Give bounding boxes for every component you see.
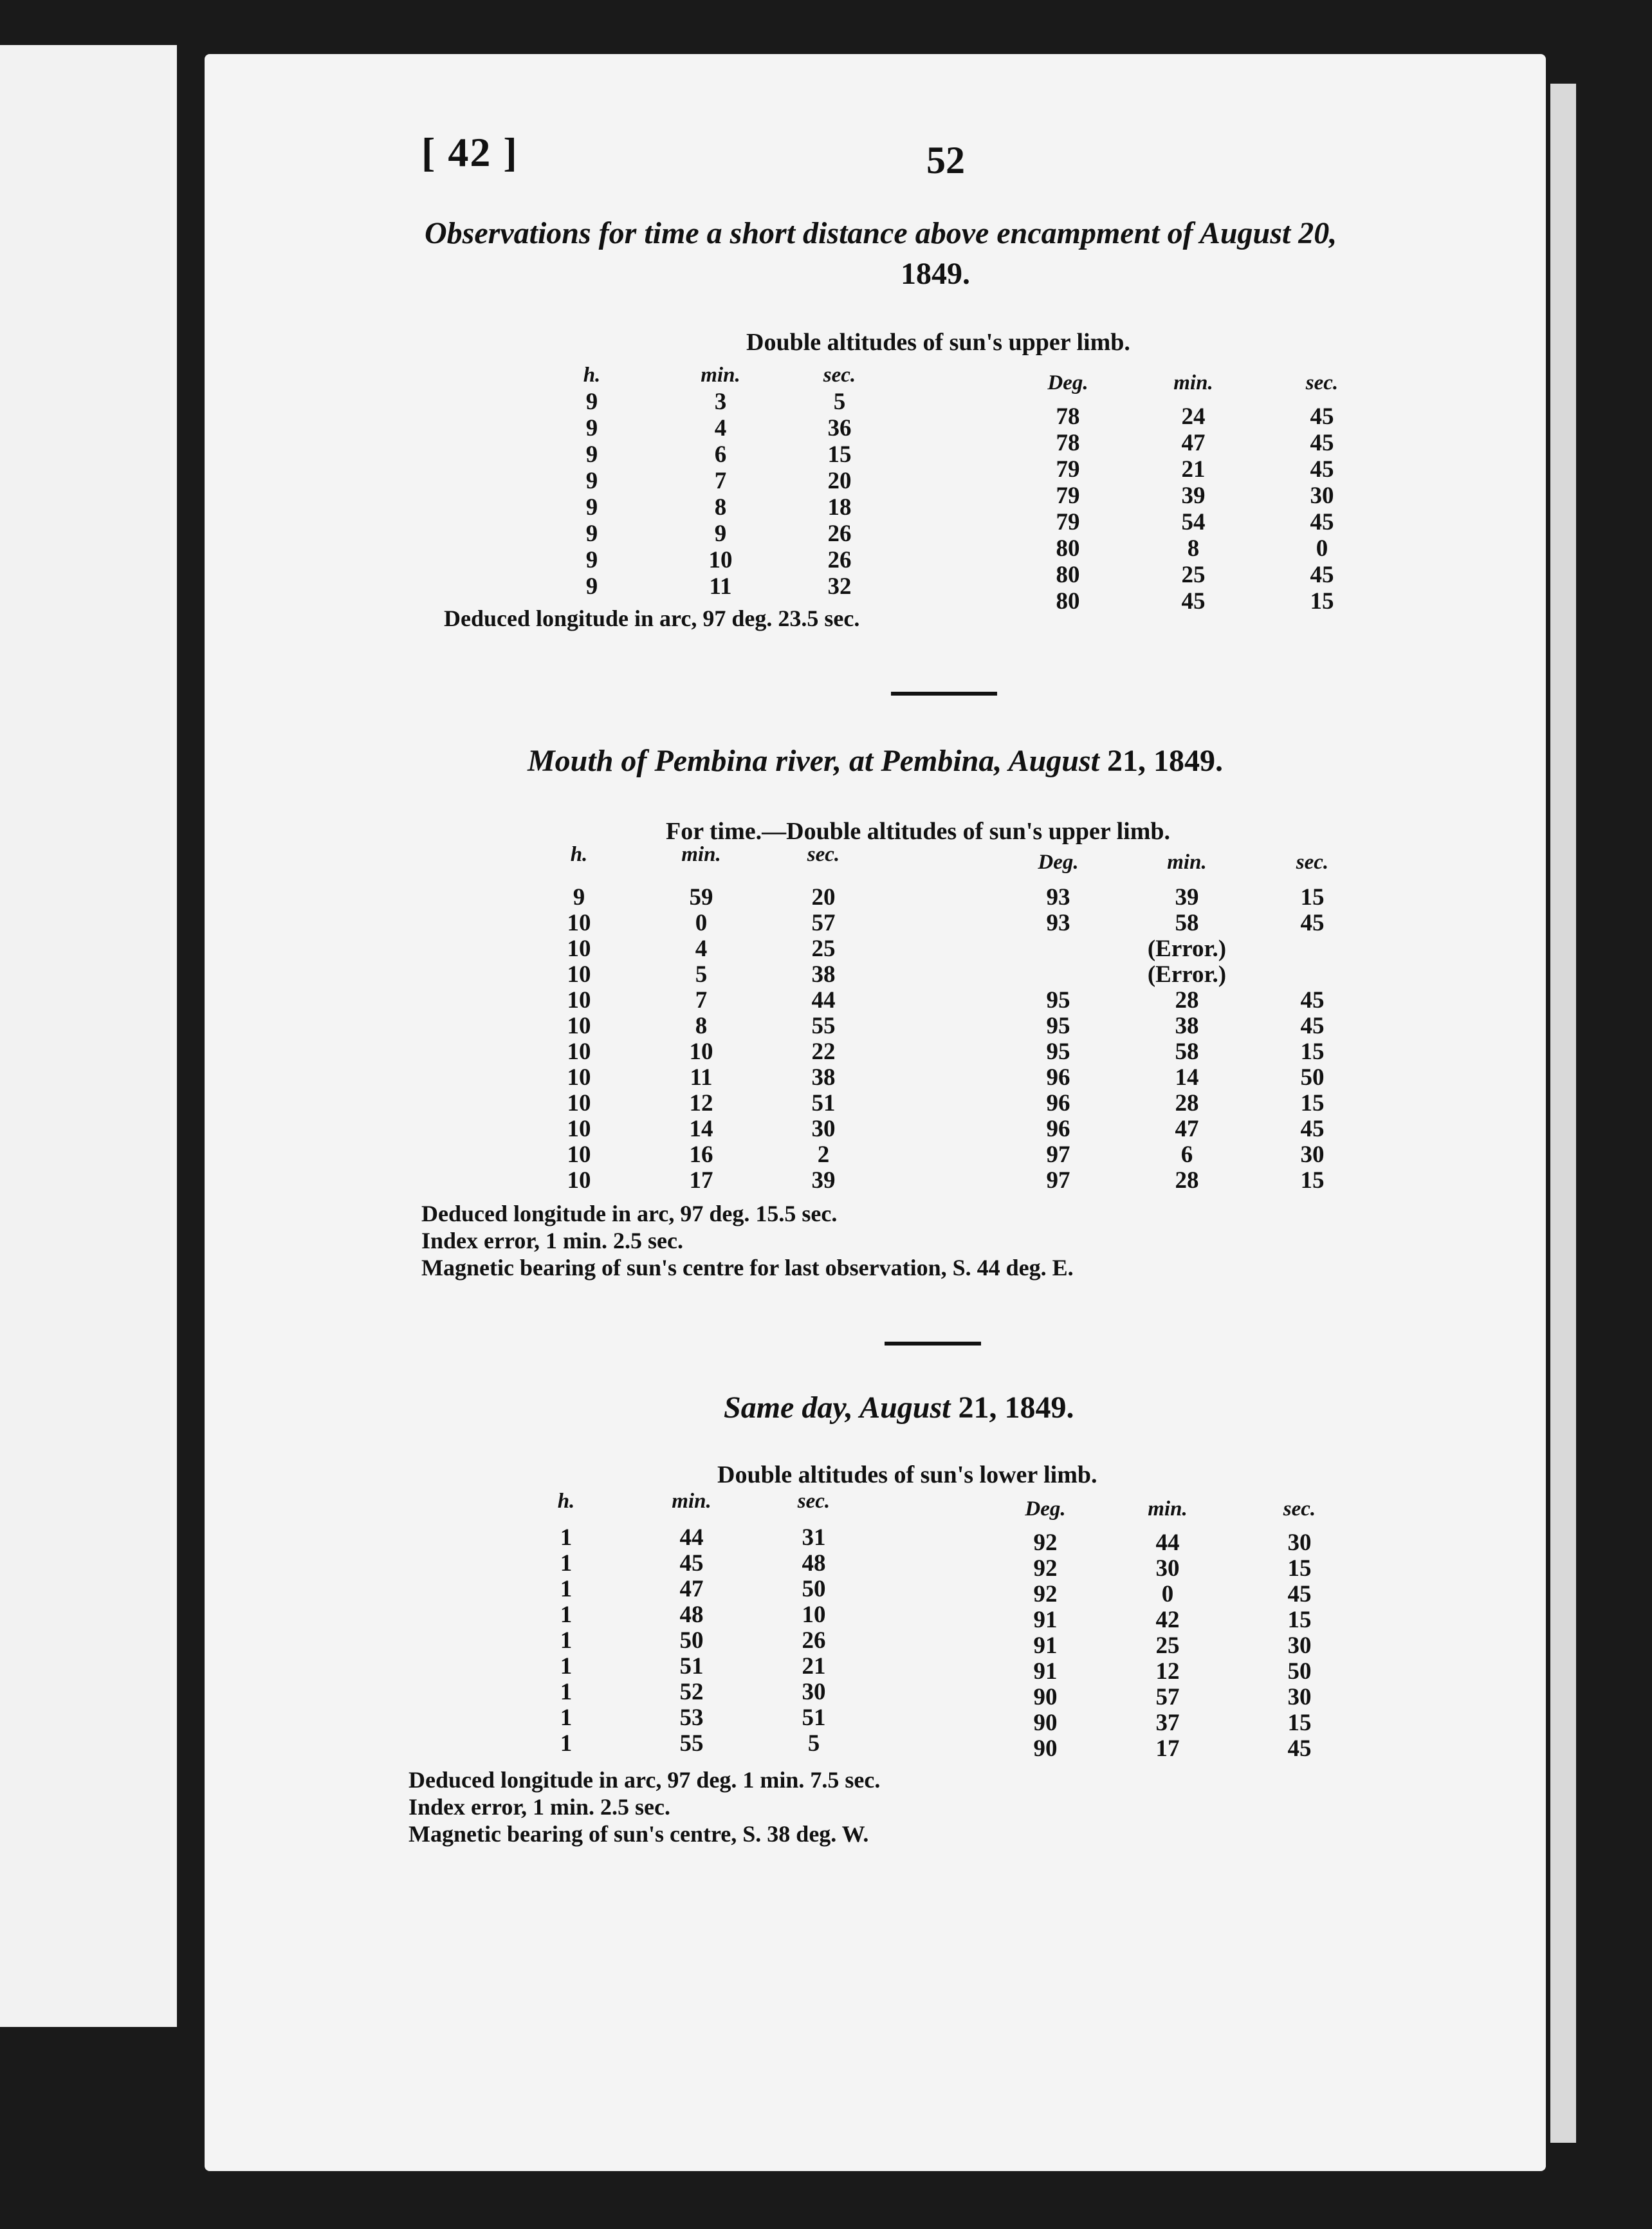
- table-cell-hours: 9: [585, 468, 598, 494]
- table-cell-seconds: 31: [802, 1524, 826, 1551]
- table-cell-hours: 10: [567, 936, 591, 962]
- table-cell-minutes: 47: [679, 1576, 704, 1602]
- table-cell-arc-minutes: 28: [1175, 987, 1199, 1013]
- table-cell-seconds: 51: [811, 1090, 836, 1116]
- table-cell-seconds: 22: [811, 1039, 836, 1065]
- table-cell-arc-seconds: 45: [1310, 562, 1334, 588]
- table-cell-hours: 10: [567, 1039, 591, 1065]
- table-cell-arc-minutes: 21: [1181, 456, 1206, 483]
- table-cell-arc-minutes: 39: [1181, 483, 1206, 509]
- table-cell-seconds: 57: [811, 910, 836, 936]
- table-cell-minutes: 11: [690, 1064, 713, 1091]
- column-header-seconds: sec.: [823, 364, 856, 387]
- table-cell-arc-minutes: 25: [1181, 562, 1206, 588]
- table-cell-arc-seconds: 0: [1316, 535, 1328, 562]
- table-cell-hours: 10: [567, 1090, 591, 1116]
- table-cell-seconds: 55: [811, 1013, 836, 1039]
- section1-note-longitude: Deduced longitude in arc, 97 deg. 23.5 sec.: [444, 606, 860, 631]
- table-cell-arc-minutes: 28: [1175, 1090, 1199, 1116]
- table-cell-degrees: 91: [1033, 1632, 1058, 1659]
- table-cell-degrees: 92: [1033, 1530, 1058, 1556]
- table-cell-minutes: 17: [689, 1167, 713, 1194]
- table-cell-seconds: 2: [817, 1142, 830, 1168]
- table-cell-arc-minutes: (Error.): [1147, 961, 1227, 988]
- section-divider: [891, 692, 997, 696]
- table-cell-arc-seconds: 45: [1300, 1013, 1325, 1039]
- table-cell-arc-seconds: 30: [1300, 1142, 1325, 1168]
- table-cell-minutes: 53: [679, 1705, 704, 1731]
- table-cell-minutes: 55: [679, 1730, 704, 1757]
- section3-subtitle: Double altitudes of sun's lower limb.: [717, 1461, 1097, 1488]
- section3-note-bearing: Magnetic bearing of sun's centre, S. 38 deg. W.: [408, 1821, 869, 1847]
- table-cell-minutes: 52: [679, 1679, 704, 1705]
- table-cell-minutes: 9: [714, 521, 727, 547]
- table-cell-degrees: 97: [1046, 1142, 1070, 1168]
- table-cell-minutes: 8: [714, 494, 727, 521]
- table-cell-degrees: 90: [1033, 1710, 1058, 1736]
- table-cell-arc-seconds: 30: [1310, 483, 1334, 509]
- table-cell-arc-seconds: 15: [1287, 1607, 1312, 1633]
- table-cell-arc-seconds: 30: [1287, 1684, 1312, 1710]
- table-cell-minutes: 12: [689, 1090, 713, 1116]
- table-cell-hours: 9: [585, 521, 598, 547]
- table-cell-degrees: 95: [1046, 1039, 1070, 1065]
- column-header-minutes: min.: [672, 1490, 711, 1513]
- section-divider: [885, 1342, 981, 1346]
- table-cell-arc-seconds: 45: [1300, 987, 1325, 1013]
- section3-title-italic: Same day, August: [724, 1391, 951, 1425]
- table-cell-arc-seconds: 45: [1310, 509, 1334, 535]
- column-header-seconds: sec.: [797, 1490, 831, 1513]
- table-cell-seconds: 48: [802, 1550, 826, 1577]
- table-cell-minutes: 11: [709, 573, 732, 600]
- section3-title-date: 21, 1849.: [958, 1391, 1074, 1425]
- table-cell-hours: 9: [585, 573, 598, 600]
- section2-note-index-error: Index error, 1 min. 2.5 sec.: [421, 1228, 683, 1253]
- table-cell-hours: 1: [560, 1627, 573, 1654]
- table-cell-seconds: 36: [827, 415, 852, 441]
- table-cell-arc-minutes: 39: [1175, 884, 1199, 911]
- table-cell-degrees: 80: [1056, 562, 1080, 588]
- page-number: 52: [926, 139, 965, 181]
- table-cell-seconds: 50: [802, 1576, 826, 1602]
- table-cell-minutes: 44: [679, 1524, 704, 1551]
- column-header-arc-seconds: sec.: [1296, 851, 1329, 874]
- table-cell-arc-seconds: 45: [1287, 1581, 1312, 1607]
- document-reference: [ 42 ]: [421, 129, 519, 175]
- table-cell-arc-minutes: 45: [1181, 588, 1206, 615]
- table-cell-seconds: 26: [802, 1627, 826, 1654]
- table-cell-arc-seconds: 15: [1300, 884, 1325, 911]
- table-cell-arc-minutes: 57: [1155, 1684, 1180, 1710]
- table-cell-hours: 1: [560, 1550, 573, 1577]
- table-cell-hours: 1: [560, 1602, 573, 1628]
- table-cell-arc-minutes: 24: [1181, 403, 1206, 430]
- table-cell-degrees: 95: [1046, 1013, 1070, 1039]
- table-cell-minutes: 8: [695, 1013, 708, 1039]
- section3-note-longitude: Deduced longitude in arc, 97 deg. 1 min. 7.5 sec.: [408, 1767, 881, 1793]
- column-header-degrees: Deg.: [1025, 1497, 1066, 1521]
- table-cell-minutes: 7: [714, 468, 727, 494]
- table-cell-degrees: 79: [1056, 509, 1080, 535]
- table-cell-arc-seconds: 50: [1300, 1064, 1325, 1091]
- column-header-arc-seconds: sec.: [1283, 1497, 1316, 1521]
- table-cell-arc-minutes: 44: [1155, 1530, 1180, 1556]
- page-edge: [1550, 84, 1576, 2143]
- table-cell-arc-minutes: 8: [1187, 535, 1200, 562]
- column-header-minutes: min.: [681, 843, 721, 866]
- table-cell-seconds: 20: [827, 468, 852, 494]
- section2-title: [528, 743, 1223, 779]
- table-cell-minutes: 4: [714, 415, 727, 441]
- table-cell-arc-minutes: 37: [1155, 1710, 1180, 1736]
- table-cell-degrees: 78: [1056, 403, 1080, 430]
- section2-title-italic: Mouth of Pembina river, at Pembina, August: [528, 744, 1100, 778]
- table-cell-minutes: 7: [695, 987, 708, 1013]
- table-cell-minutes: 16: [689, 1142, 713, 1168]
- section1-title-line2: 1849.: [901, 257, 970, 291]
- table-cell-hours: 9: [585, 547, 598, 573]
- table-cell-hours: 10: [567, 1116, 591, 1142]
- column-header-degrees: Deg.: [1038, 851, 1079, 874]
- table-cell-arc-seconds: 15: [1287, 1710, 1312, 1736]
- table-cell-seconds: 26: [827, 547, 852, 573]
- column-header-hours: h.: [557, 1490, 575, 1513]
- table-cell-hours: 10: [567, 910, 591, 936]
- table-cell-arc-seconds: 45: [1300, 1116, 1325, 1142]
- table-cell-hours: 9: [585, 494, 598, 521]
- table-cell-minutes: 5: [695, 961, 708, 988]
- table-cell-arc-seconds: 30: [1287, 1530, 1312, 1556]
- table-cell-seconds: 38: [811, 1064, 836, 1091]
- table-cell-minutes: 0: [695, 910, 708, 936]
- table-cell-seconds: 5: [807, 1730, 820, 1757]
- table-cell-degrees: 96: [1046, 1064, 1070, 1091]
- table-cell-hours: 10: [567, 987, 591, 1013]
- table-cell-arc-seconds: 15: [1300, 1167, 1325, 1194]
- table-cell-hours: 10: [567, 961, 591, 988]
- table-cell-arc-minutes: 58: [1175, 1039, 1199, 1065]
- table-cell-minutes: 10: [708, 547, 733, 573]
- table-cell-degrees: 91: [1033, 1607, 1058, 1633]
- table-cell-degrees: 78: [1056, 430, 1080, 456]
- table-cell-degrees: 92: [1033, 1581, 1058, 1607]
- table-cell-degrees: 80: [1056, 588, 1080, 615]
- table-cell-hours: 1: [560, 1653, 573, 1679]
- column-header-arc-minutes: min.: [1167, 851, 1207, 874]
- table-cell-arc-minutes: 38: [1175, 1013, 1199, 1039]
- table-cell-hours: 9: [585, 389, 598, 415]
- table-cell-arc-seconds: 45: [1300, 910, 1325, 936]
- table-cell-seconds: 25: [811, 936, 836, 962]
- column-header-arc-seconds: sec.: [1305, 371, 1339, 394]
- table-cell-degrees: 95: [1046, 987, 1070, 1013]
- table-cell-seconds: 21: [802, 1653, 826, 1679]
- section3-title: [724, 1390, 1074, 1425]
- table-cell-arc-minutes: 58: [1175, 910, 1199, 936]
- table-cell-minutes: 14: [689, 1116, 713, 1142]
- section2-note-longitude: Deduced longitude in arc, 97 deg. 15.5 sec.: [421, 1201, 838, 1226]
- table-cell-minutes: 10: [689, 1039, 713, 1065]
- table-cell-degrees: 80: [1056, 535, 1080, 562]
- table-cell-seconds: 30: [802, 1679, 826, 1705]
- table-cell-hours: 9: [585, 415, 598, 441]
- table-cell-arc-seconds: 15: [1287, 1555, 1312, 1582]
- section2-notes: [421, 1200, 1074, 1281]
- table-cell-arc-minutes: 14: [1175, 1064, 1199, 1091]
- table-cell-seconds: 5: [833, 389, 846, 415]
- table-cell-degrees: 90: [1033, 1684, 1058, 1710]
- table-cell-arc-seconds: 45: [1287, 1735, 1312, 1762]
- column-header-seconds: sec.: [807, 843, 840, 866]
- section2-subtitle: For time.—Double altitudes of sun's upper limb.: [666, 818, 1171, 845]
- table-cell-arc-minutes: 17: [1155, 1735, 1180, 1762]
- table-cell-hours: 1: [560, 1524, 573, 1551]
- facing-page: [0, 45, 177, 2027]
- table-cell-seconds: 44: [811, 987, 836, 1013]
- table-cell-hours: 1: [560, 1705, 573, 1731]
- section2-title-date: 21, 1849.: [1107, 744, 1224, 778]
- table-cell-minutes: 6: [714, 441, 727, 468]
- table-cell-seconds: 15: [827, 441, 852, 468]
- table-cell-degrees: 90: [1033, 1735, 1058, 1762]
- table-cell-arc-seconds: 30: [1287, 1632, 1312, 1659]
- table-cell-seconds: 51: [802, 1705, 826, 1731]
- table-cell-seconds: 39: [811, 1167, 836, 1194]
- table-cell-arc-minutes: 28: [1175, 1167, 1199, 1194]
- table-cell-hours: 10: [567, 1013, 591, 1039]
- section3-note-index-error: Index error, 1 min. 2.5 sec.: [408, 1794, 670, 1820]
- table-cell-seconds: 32: [827, 573, 852, 600]
- table-cell-minutes: 48: [679, 1602, 704, 1628]
- table-cell-degrees: 96: [1046, 1116, 1070, 1142]
- section1-title-line1: Observations for time a short distance above encampment of August 20,: [425, 216, 1337, 250]
- table-cell-seconds: 18: [827, 494, 852, 521]
- table-cell-minutes: 45: [679, 1550, 704, 1577]
- table-cell-arc-minutes: 47: [1181, 430, 1206, 456]
- table-cell-arc-seconds: 45: [1310, 403, 1334, 430]
- table-cell-hours: 1: [560, 1576, 573, 1602]
- table-cell-hours: 10: [567, 1064, 591, 1091]
- table-cell-minutes: 50: [679, 1627, 704, 1654]
- table-cell-hours: 1: [560, 1679, 573, 1705]
- table-cell-degrees: 79: [1056, 456, 1080, 483]
- table-cell-arc-seconds: 15: [1310, 588, 1334, 615]
- column-header-hours: h.: [583, 364, 601, 387]
- table-cell-arc-minutes: 42: [1155, 1607, 1180, 1633]
- table-cell-minutes: 59: [689, 884, 713, 911]
- section3-notes: [408, 1766, 880, 1847]
- column-header-arc-minutes: min.: [1148, 1497, 1188, 1521]
- table-cell-minutes: 3: [714, 389, 727, 415]
- column-header-minutes: min.: [701, 364, 740, 387]
- table-cell-arc-minutes: 47: [1175, 1116, 1199, 1142]
- table-cell-arc-minutes: 30: [1155, 1555, 1180, 1582]
- table-cell-arc-seconds: 50: [1287, 1658, 1312, 1685]
- section1-subtitle: Double altitudes of sun's upper limb.: [746, 329, 1130, 356]
- table-cell-degrees: 93: [1046, 884, 1070, 911]
- table-cell-degrees: 79: [1056, 483, 1080, 509]
- table-cell-arc-minutes: 0: [1161, 1581, 1174, 1607]
- table-cell-hours: 9: [585, 441, 598, 468]
- table-cell-hours: 1: [560, 1730, 573, 1757]
- table-cell-minutes: 51: [679, 1653, 704, 1679]
- table-cell-arc-minutes: 54: [1181, 509, 1206, 535]
- column-header-degrees: Deg.: [1047, 371, 1088, 394]
- table-cell-degrees: 91: [1033, 1658, 1058, 1685]
- table-cell-arc-seconds: 15: [1300, 1039, 1325, 1065]
- table-cell-seconds: 26: [827, 521, 852, 547]
- table-cell-degrees: 96: [1046, 1090, 1070, 1116]
- table-cell-hours: 9: [573, 884, 585, 911]
- table-cell-arc-seconds: 45: [1310, 456, 1334, 483]
- table-cell-arc-seconds: 45: [1310, 430, 1334, 456]
- table-cell-hours: 10: [567, 1167, 591, 1194]
- table-cell-arc-minutes: 12: [1155, 1658, 1180, 1685]
- table-cell-seconds: 30: [811, 1116, 836, 1142]
- table-cell-seconds: 38: [811, 961, 836, 988]
- table-cell-arc-minutes: 25: [1155, 1632, 1180, 1659]
- table-cell-degrees: 92: [1033, 1555, 1058, 1582]
- table-cell-arc-minutes: (Error.): [1147, 936, 1227, 962]
- table-cell-degrees: 93: [1046, 910, 1070, 936]
- table-cell-arc-seconds: 15: [1300, 1090, 1325, 1116]
- column-header-arc-minutes: min.: [1173, 371, 1213, 394]
- table-cell-hours: 10: [567, 1142, 591, 1168]
- section2-note-bearing: Magnetic bearing of sun's centre for last observation, S. 44 deg. E.: [421, 1255, 1074, 1281]
- table-cell-seconds: 10: [802, 1602, 826, 1628]
- table-cell-seconds: 20: [811, 884, 836, 911]
- table-cell-arc-minutes: 6: [1180, 1142, 1193, 1168]
- column-header-hours: h.: [570, 843, 588, 866]
- table-cell-degrees: 97: [1046, 1167, 1070, 1194]
- table-cell-minutes: 4: [695, 936, 708, 962]
